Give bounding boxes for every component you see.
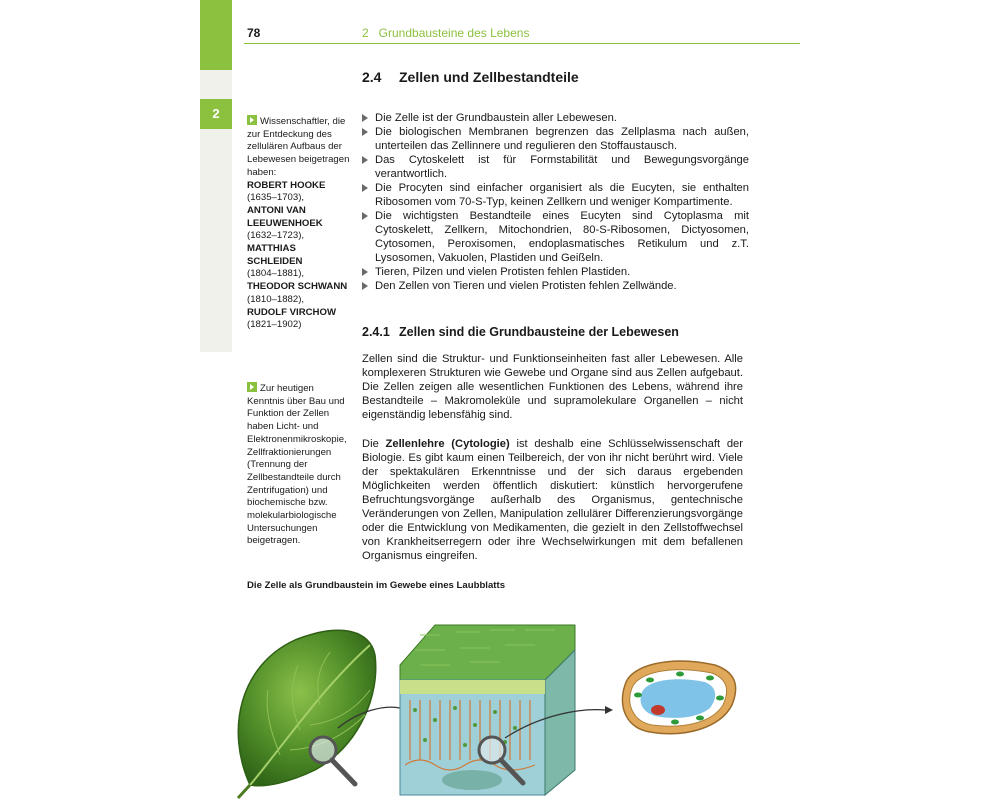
bullet-text: Die Procyten sind einfacher organisiert als die Eucyten, sie enthalten Ribosomen vom 70-S-Typ, keinen Zellkern und weniger Kompartimente.: [375, 182, 749, 208]
section-number: 2.4: [362, 69, 382, 85]
list-item: [362, 279, 749, 293]
term-cytology: Zellenlehre (Cytologie): [385, 438, 510, 450]
body-paragraph-2: [362, 437, 743, 563]
chapter-tab: 2: [200, 99, 232, 129]
note-text: Zur heutigen Kenntnis über Bau und Funktion der Zellen haben Licht- und Elektronenmikroskopie, Zellfraktionierungen (Trennung der Zellbestandteile durch Zentrifugation) und biochemische bzw. molekularbiologische Untersuchungen beigetragen.: [247, 383, 347, 547]
scientist-years: (1635–1703),: [247, 192, 305, 204]
bullet-triangle-icon: [362, 114, 368, 122]
scientist-years: (1810–1882),: [247, 293, 305, 305]
list-item: [362, 209, 749, 265]
scientist-name: THEODOR SCHWANN: [247, 281, 348, 293]
bullet-text: Das Cytoskelett ist für Formstabilität und Bewegungsvorgänge verantwortlich.: [375, 154, 749, 180]
subsection-title: [362, 325, 679, 339]
note-arrow-icon: [247, 382, 257, 392]
bullet-triangle-icon: [362, 282, 368, 290]
figure-caption: Die Zelle als Grundbaustein im Gewebe eines Laubblatts: [247, 580, 506, 591]
list-item: [362, 153, 749, 181]
page-number: 78: [247, 26, 261, 40]
summary-list: [362, 111, 749, 293]
scientist-name: ANTONI VAN LEEUWENHOEK: [247, 204, 323, 229]
bullet-triangle-icon: [362, 128, 368, 136]
bullet-text: Den Zellen von Tieren und vielen Protisten fehlen Zellwände.: [375, 280, 677, 292]
list-item: [362, 181, 749, 209]
scientist-name: RUDOLF VIRCHOW: [247, 306, 336, 318]
scientist-years: (1632–1723),: [247, 230, 305, 242]
scientist-years: (1821–1902): [247, 319, 302, 331]
subsection-number: 2.4.1: [362, 325, 390, 339]
note-arrow-icon: [247, 115, 257, 125]
bullet-text: Die Zelle ist der Grundbaustein aller Lebewesen.: [375, 112, 617, 124]
leaf-icon: [238, 630, 376, 798]
chapter-marker-top: [200, 0, 232, 70]
section-title: [362, 69, 579, 85]
arrowhead-icon: [605, 706, 613, 714]
magnifier-icon: [310, 737, 355, 784]
bullet-text: Die biologischen Membranen begrenzen das Zellplasma nach außen, unterteilen das Zellinnere und regulieren den Stoffaustausch.: [375, 126, 749, 152]
list-item: [362, 111, 749, 125]
scientist-name: MATTHIAS SCHLEIDEN: [247, 243, 303, 267]
bullet-triangle-icon: [362, 156, 368, 164]
note-intro: Wissenschaftler, die zur Entdeckung des zellulären Aufbaus der Lebewesen beigetragen haben:: [247, 116, 350, 178]
paragraph-text: Die: [362, 438, 386, 450]
body-paragraph-1: Zellen sind die Struktur- und Funktionseinheiten fast aller Lebewesen. Alle komplexeren Strukturen wie Gewebe und Organe sind aus Zellen aufgebaut. Die Zellen zeigen alle wesentlichen Funktionen des Lebens, während ihre Bestandteile – Makromoleküle und supramolekulare Organellen – nicht eigenständig lebensfähig sind.: [362, 353, 743, 421]
running-head: 2 Grundbausteine des Lebens: [362, 26, 530, 40]
list-item: [362, 125, 749, 153]
leaf-tissue-cell-illustration: [220, 610, 780, 800]
scientist-years: (1804–1881),: [247, 268, 305, 280]
margin-note-methods: [247, 382, 352, 548]
scientist-name: ROBERT HOOKE: [247, 179, 326, 191]
bullet-text: Die wichtigsten Bestandteile eines Eucyten sind Cytoplasma mit Cytoskelett, Zellkern, Mitochondrien, 80-S-Ribosomen, Dictyosomen, Cytosomen, Peroxisomen, endoplasmatisches Retikulum und z.T. Lysosomen, Vakuolen, Plastiden und Geißeln.: [375, 210, 749, 264]
bullet-triangle-icon: [362, 184, 368, 192]
plant-cell-icon: [622, 661, 735, 734]
tissue-block-icon: [400, 625, 575, 795]
paragraph-text: ist deshalb eine Schlüsselwissenschaft der Biologie. Es gibt kaum einen Teilbereich, der von ihr nicht berührt wird. Viele der spektakulären Erkenntnisse und der sich daraus ergebenden Möglichkeiten werden öffentlich diskutiert: künstlich hervorgerufene Befruchtungsvorgänge außerhalb des Organismus, gentechnische Veränderungen von Zellen, Manipulation zellulärer Differenzierungsvorgänge oder die Entwicklung von Medikamenten, die gezielt in den Zellstoffwechsel von Krankheitserregern oder ihre Wechselwirkungen mit dem befallenen Organismus eingreifen.: [362, 438, 743, 562]
bullet-text: Tieren, Pilzen und vielen Protisten fehlen Plastiden.: [375, 266, 631, 278]
header-rule: [244, 43, 800, 44]
subsection-heading: Zellen sind die Grundbausteine der Lebewesen: [399, 325, 679, 339]
bullet-triangle-icon: [362, 212, 368, 220]
bullet-triangle-icon: [362, 268, 368, 276]
list-item: [362, 265, 749, 279]
section-heading: Zellen und Zellbestandteile: [399, 69, 579, 85]
margin-note-scientists: [247, 115, 352, 332]
